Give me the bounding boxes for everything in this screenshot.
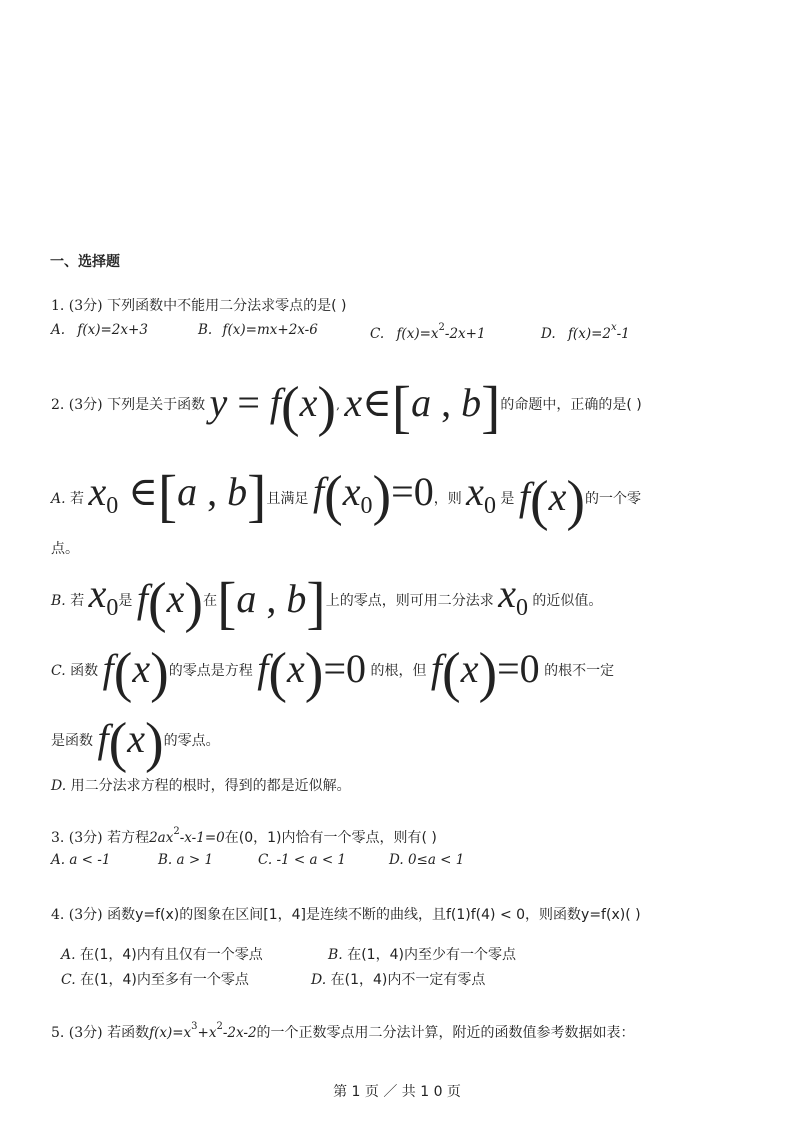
- question-1-text: 下列函数中不能用二分法求零点的是( ): [107, 298, 347, 314]
- question-3-stem: 3. (3分) 若方程$2ax^2-x-1=0$在(0，1)内恰有一个零点，则有( ): [51, 826, 437, 846]
- q2-option-c-cont: 是函数 f(x)的零点。: [51, 711, 220, 774]
- q1-option-c: C. $f(x)=x^2-2x+1$: [370, 322, 486, 342]
- question-5-stem: 5. (3分) 若函数$f(x)=x^3+x^2-2x-2$的一个正数零点用二分法计算，附近的函数值参考数据如表：: [51, 1021, 635, 1041]
- question-1-number: 1. (3分): [51, 298, 103, 314]
- question-4-stem: 4. (3分) 函数y=f(x)的图象在区间[1，4]是连续不断的曲线，且f(1)f(4) < 0，则函数y=f(x)( ): [51, 907, 641, 923]
- q3-option-a: A. a < -1: [51, 852, 111, 868]
- q2-option-c: C. 函数 f(x)的零点是方程 f(x)=0 的根，但 f(x)=0 的根不一定: [51, 641, 615, 704]
- section-title: 一、选择题: [50, 254, 120, 270]
- q2-option-d: D. 用二分法求方程的根时，得到的都是近似解。: [51, 778, 351, 794]
- question-1-stem: [51, 295, 346, 315]
- q3-option-c: C. -1 < a < 1: [258, 852, 347, 868]
- q2-option-a-cont: 点。: [51, 541, 79, 557]
- q3-option-b: B. a > 1: [158, 852, 214, 868]
- question-2-stem: 2. (3分) 下列是关于函数 y = f(x), x∈[a , b]的命题中，正确的是( ): [51, 373, 642, 439]
- q3-option-d: D. 0≤a < 1: [389, 852, 465, 868]
- q4-option-b: B. 在(1，4)内至少有一个零点: [328, 947, 516, 963]
- q4-option-a: A. 在(1，4)内有且仅有一个零点: [61, 947, 263, 963]
- q1-option-a: A. f(x)=2x+3: [51, 322, 148, 338]
- q4-option-c: C. 在(1，4)内至多有一个零点: [61, 972, 249, 988]
- q1-option-b: B. f(x)=mx+2x-6: [198, 322, 318, 338]
- q1-option-d: D. $f(x)=2^x-1$: [541, 322, 630, 342]
- q2-option-b: B. 若 $x_0$是 f(x)在[a , b]上的零点，则可用二分法求 $x_0$ 的近似值。: [51, 569, 603, 635]
- q2-option-a: A. 若 $x_0$ ∈[a , b]且满足 $f(x_0)=0$，则 $x_0$ 是 f(x)的一个零: [51, 462, 642, 532]
- q4-option-d: D. 在(1，4)内不一定有零点: [311, 972, 486, 988]
- page-footer: 第 1 页 ／ 共 1 0 页: [333, 1084, 461, 1100]
